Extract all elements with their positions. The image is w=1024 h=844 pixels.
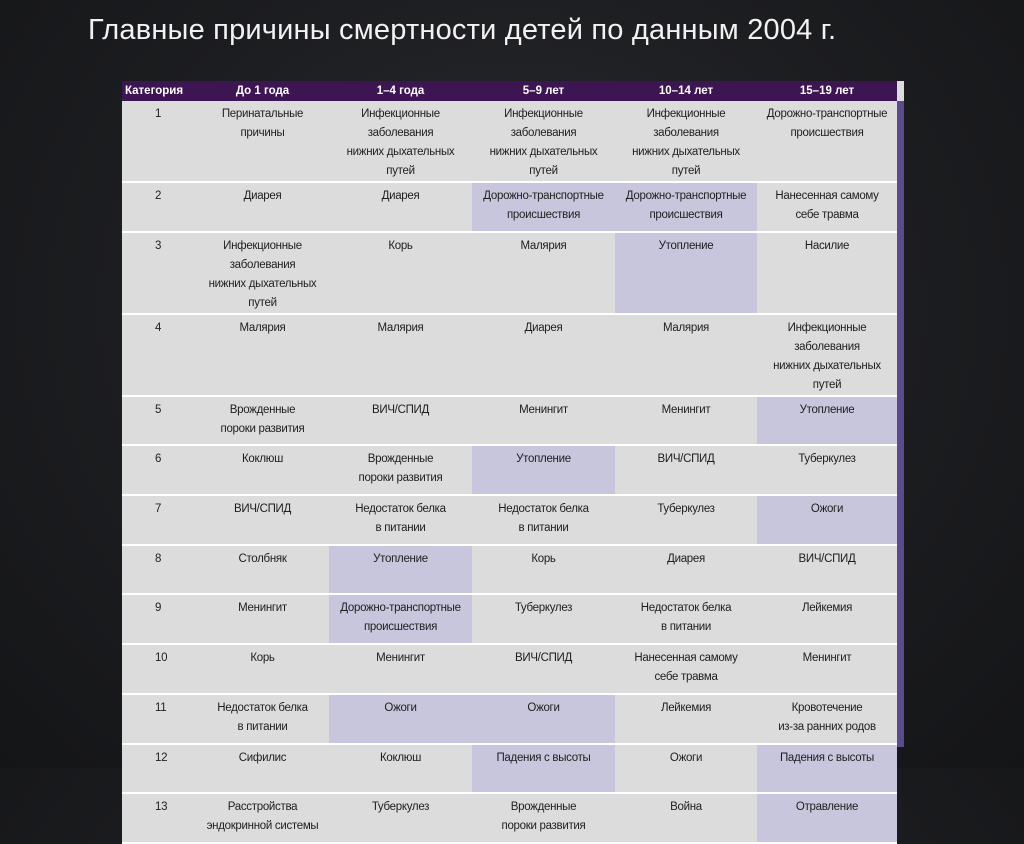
table-cell: Нанесенная самому себе травма (757, 182, 897, 232)
table-cell: Утопление (757, 396, 897, 446)
row-number: 11 (122, 694, 196, 744)
table-cell: Малярия (196, 314, 329, 396)
table-cell: Инфекционные заболевания нижних дыхательных путей (757, 314, 897, 396)
table-cell: Насилие (757, 232, 897, 314)
row-number: 8 (122, 545, 196, 595)
header-15-19: 15–19 лет (799, 85, 855, 97)
table-cell: Диарея (615, 545, 757, 595)
header-5-9: 5–9 лет (522, 85, 565, 97)
slide-title: Главные причины смертности детей по данным 2004 г. (88, 14, 837, 46)
causes-table-container (122, 81, 904, 833)
table-row (122, 314, 897, 396)
header-category: Категория (125, 85, 184, 97)
row-number: 6 (122, 445, 196, 495)
table-cell: Туберкулез (757, 445, 897, 495)
row-number: 5 (122, 396, 196, 446)
table-cell: Менингит (472, 396, 615, 446)
table-row (122, 182, 897, 232)
header-10-14: 10–14 лет (658, 85, 714, 97)
header-under-1: До 1 года (235, 85, 290, 97)
table-cell: Сифилис (196, 744, 329, 794)
table-cell: Врожденные пороки развития (472, 793, 615, 843)
table-cell: Отравление (757, 793, 897, 843)
row-number: 1 (122, 101, 196, 182)
table-row (122, 594, 897, 644)
table-body (122, 101, 897, 843)
table-cell: Утопление (329, 545, 472, 595)
table-cell: Диарея (472, 314, 615, 396)
table-cell: Ожоги (472, 694, 615, 744)
table-cell: Дорожно-транспортные происшествия (329, 594, 472, 644)
table-cell: Корь (472, 545, 615, 595)
table-cell: ВИЧ/СПИД (196, 495, 329, 545)
table-cell: Нанесенная самому себе травма (615, 644, 757, 694)
table-cell: Дорожно-транспортные происшествия (615, 182, 757, 232)
table-cell: Лейкемия (615, 694, 757, 744)
table-cell: Недостаток белка в питании (472, 495, 615, 545)
table-cell: Диарея (196, 182, 329, 232)
table-cell: Малярия (615, 314, 757, 396)
table-cell: ВИЧ/СПИД (472, 644, 615, 694)
table-row (122, 793, 897, 843)
row-number: 4 (122, 314, 196, 396)
table-cell: Корь (196, 644, 329, 694)
table-cell: Коклюш (196, 445, 329, 495)
table-row (122, 644, 897, 694)
table-row (122, 101, 897, 182)
table-cell: Корь (329, 232, 472, 314)
row-number: 12 (122, 744, 196, 794)
table-row (122, 232, 897, 314)
row-number: 13 (122, 793, 196, 843)
table-cell: Диарея (329, 182, 472, 232)
header-1-4: 1–4 года (376, 85, 425, 97)
table-cell: Расстройства эндокринной системы (196, 793, 329, 843)
table-cell: Перинатальные причины (196, 101, 329, 182)
table-cell: Ожоги (615, 744, 757, 794)
table-cell: Туберкулез (615, 495, 757, 545)
table-cell: Врожденные пороки развития (329, 445, 472, 495)
table-cell: Война (615, 793, 757, 843)
row-number: 2 (122, 182, 196, 232)
table-cell: Малярия (472, 232, 615, 314)
table-cell: Инфекционные заболевания нижних дыхательных путей (329, 101, 472, 182)
table-cell: ВИЧ/СПИД (615, 445, 757, 495)
causes-table (122, 81, 897, 844)
table-cell: ВИЧ/СПИД (329, 396, 472, 446)
table-cell: Кровотечение из-за ранних родов (757, 694, 897, 744)
accent-bar (897, 101, 904, 747)
table-cell: Инфекционные заболевания нижних дыхательных путей (472, 101, 615, 182)
table-row (122, 694, 897, 744)
table-cell: Падения с высоты (757, 744, 897, 794)
row-number: 10 (122, 644, 196, 694)
table-cell: Столбняк (196, 545, 329, 595)
table-cell: Малярия (329, 314, 472, 396)
row-number: 3 (122, 232, 196, 314)
table-header-row (122, 81, 897, 101)
table-row (122, 396, 897, 446)
table-row (122, 495, 897, 545)
table-cell: Дорожно-транспортные происшествия (757, 101, 897, 182)
table-cell: Ожоги (329, 694, 472, 744)
table-row (122, 445, 897, 495)
table-row (122, 744, 897, 794)
table-cell: Туберкулез (329, 793, 472, 843)
table-cell: Менингит (196, 594, 329, 644)
table-cell: Лейкемия (757, 594, 897, 644)
table-cell: Падения с высоты (472, 744, 615, 794)
table-cell: ВИЧ/СПИД (757, 545, 897, 595)
table-cell: Менингит (757, 644, 897, 694)
table-cell: Недостаток белка в питании (329, 495, 472, 545)
table-cell: Недостаток белка в питании (196, 694, 329, 744)
table-cell: Утопление (615, 232, 757, 314)
table-cell: Утопление (472, 445, 615, 495)
table-cell: Ожоги (757, 495, 897, 545)
row-number: 7 (122, 495, 196, 545)
table-cell: Инфекционные заболевания нижних дыхательных путей (196, 232, 329, 314)
table-cell: Инфекционные заболевания нижних дыхательных путей (615, 101, 757, 182)
table-row (122, 545, 897, 595)
table-cell: Врожденные пороки развития (196, 396, 329, 446)
table-cell: Менингит (329, 644, 472, 694)
table-cell: Недостаток белка в питании (615, 594, 757, 644)
table-cell: Менингит (615, 396, 757, 446)
table-cell: Туберкулез (472, 594, 615, 644)
table-cell: Дорожно-транспортные происшествия (472, 182, 615, 232)
table-cell: Коклюш (329, 744, 472, 794)
row-number: 9 (122, 594, 196, 644)
